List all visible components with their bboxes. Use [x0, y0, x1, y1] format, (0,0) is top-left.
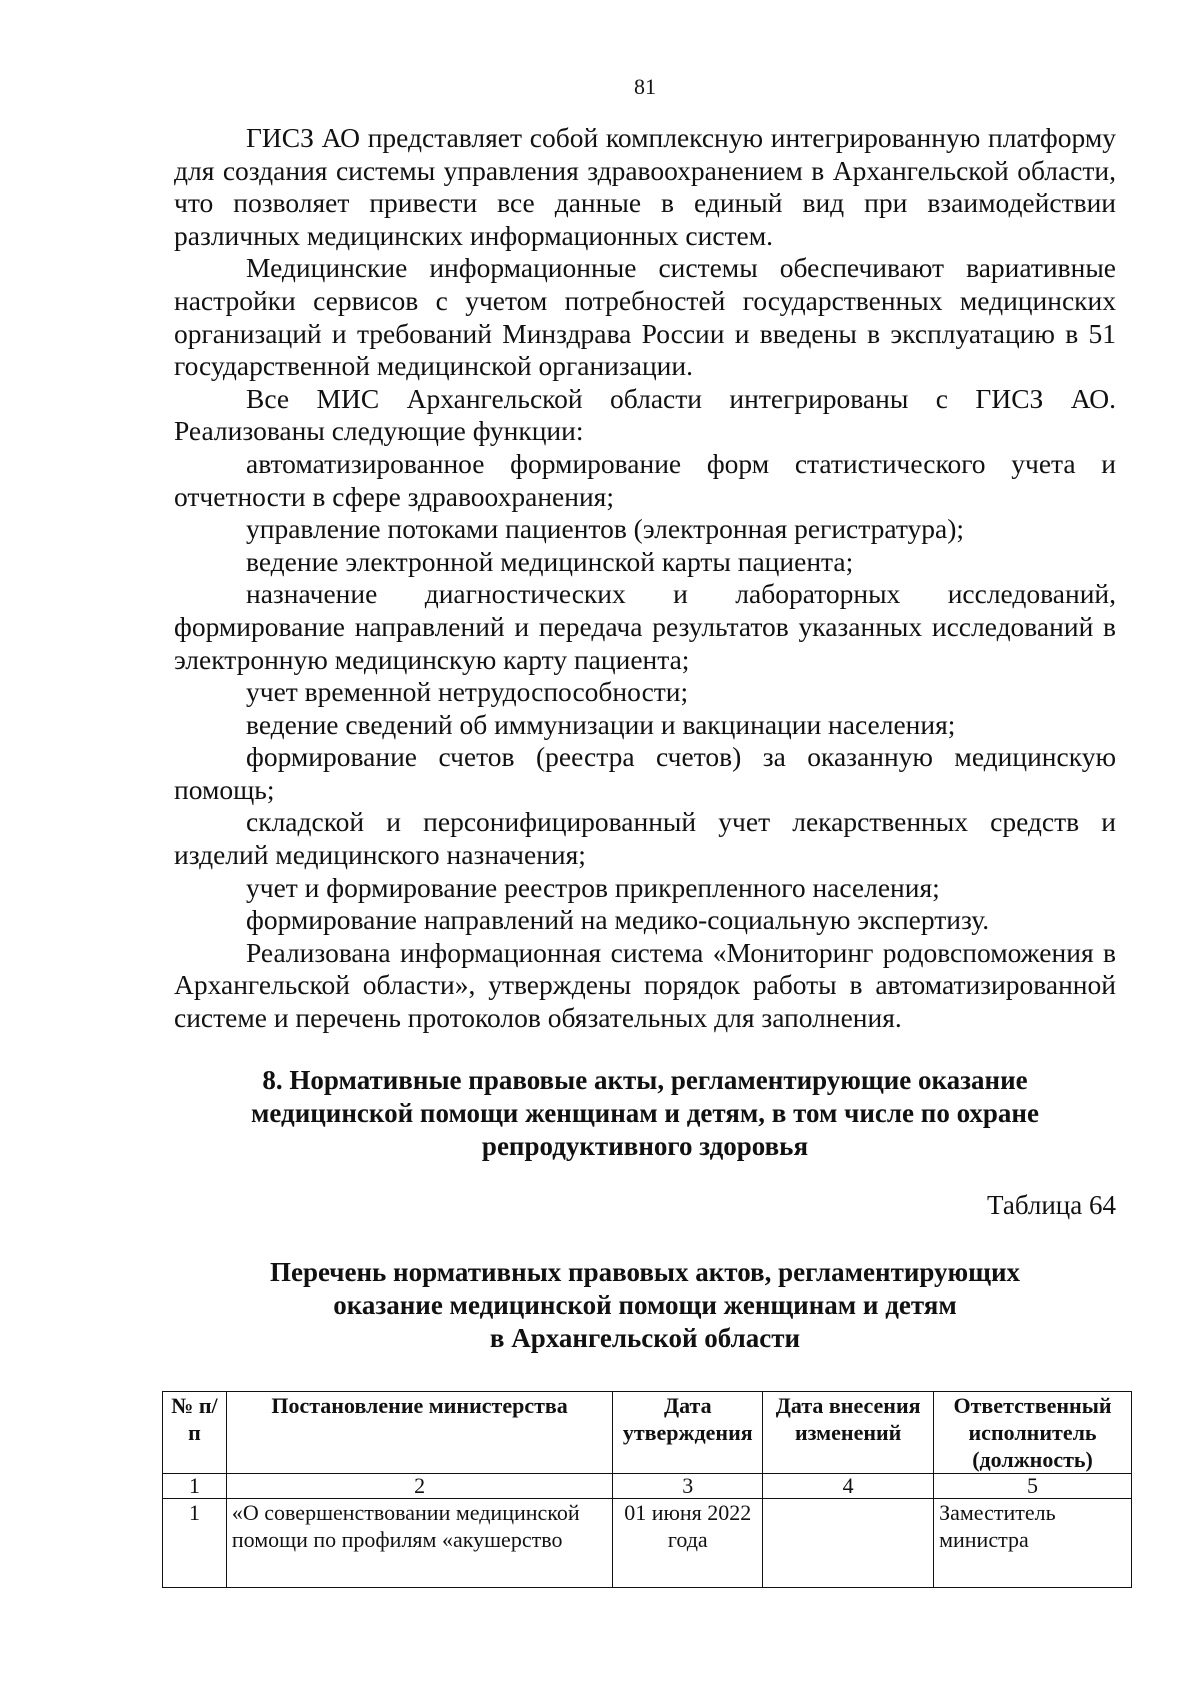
function-item: учет временной нетрудоспособности; [246, 676, 689, 708]
table-title-line: в Архангельской области [489, 1323, 801, 1353]
function-item: учет и формирование реестров прикрепленного населения; [246, 871, 940, 903]
paragraph: ГИСЗ АО представляет собой комплексную интегрированную платформу для создания системы управления здравоохранением в Архангельской области, что позволяет привести все данные в единый вид при взаимодействии различных медицинских информационных систем. [174, 122, 1116, 251]
function-item: формирование счетов (реестра счетов) за оказанную медицинскую помощь; [174, 741, 1116, 805]
function-item: формирование направлений на медико-социальную экспертизу. [246, 904, 990, 936]
cell-executor: Заместитель министра [934, 1499, 1132, 1588]
table-title-line: оказание медицинской помощи женщинам и детям [333, 1290, 957, 1320]
function-item: ведение электронной медицинской карты пациента; [246, 545, 854, 577]
section-heading-line: репродуктивного здоровья [481, 1131, 809, 1161]
table-number: Таблица 64 [987, 1190, 1116, 1220]
header-act: Постановление министерства [226, 1392, 612, 1474]
table-title [174, 1256, 1116, 1355]
function-item: складской и персонифицированный учет лекарственных средств и изделий медицинского назначения; [174, 806, 1116, 871]
section-heading [174, 1064, 1116, 1163]
header-date: Дата утверждения [613, 1392, 763, 1474]
section-heading-line: 8. Нормативные правовые акты, регламентирующие оказание [262, 1065, 1028, 1095]
function-item: автоматизированное формирование форм статистического учета и отчетности в сфере здравоохранения; [174, 447, 1116, 512]
cell-act: «О совершенствовании медицинской помощи по профилям «акушерство [226, 1499, 612, 1588]
function-item: ведение сведений об иммунизации и вакцинации населения; [246, 708, 956, 740]
page-number: 81 [634, 74, 656, 99]
paragraph: Все МИС Архангельской области интегрированы с ГИСЗ АО. Реализованы следующие функции: [174, 382, 1116, 447]
paragraph: Медицинские информационные системы обеспечивают вариативные настройки сервисов с учетом потребностей государственных медицинских организаций и требований Минздрава России и введены в эксплуатацию в 51 государственной медицинской организации. [174, 252, 1116, 382]
cell-num: 1 [163, 1499, 227, 1588]
function-item: назначение диагностических и лабораторных исследований, формирование направлений и передача результатов указанных исследований в электронную медицинскую карту пациента; [174, 578, 1116, 675]
header-executor: Ответственный исполнитель (должность) [934, 1392, 1132, 1474]
table-row [163, 1499, 1132, 1588]
column-number: 5 [934, 1474, 1132, 1499]
header-changes: Дата внесения изменений [763, 1392, 934, 1474]
cell-changes [763, 1499, 934, 1588]
body-text [174, 122, 1116, 1035]
section-heading-line: медицинской помощи женщинам и детям, в том числе по охране [251, 1098, 1039, 1128]
function-item: управление потоками пациентов (электронная регистратура); [246, 513, 965, 545]
column-number: 4 [763, 1474, 934, 1499]
table-header-row [163, 1392, 1132, 1474]
column-number: 2 [226, 1474, 612, 1499]
acts-table [162, 1391, 1132, 1588]
cell-date: 01 июня 2022 года [613, 1499, 763, 1588]
table-title-line: Перечень нормативных правовых актов, регламентирующих [269, 1257, 1021, 1287]
column-number: 1 [163, 1474, 227, 1499]
header-num: № п/п [163, 1392, 227, 1474]
column-number: 3 [613, 1474, 763, 1499]
column-number-row [163, 1474, 1132, 1499]
closing-paragraph: Реализована информационная система «Мониторинг родовспоможения в Архангельской области», утверждены порядок работы в автоматизированной системе и перечень протоколов обязательных для заполнения. [174, 936, 1116, 1034]
